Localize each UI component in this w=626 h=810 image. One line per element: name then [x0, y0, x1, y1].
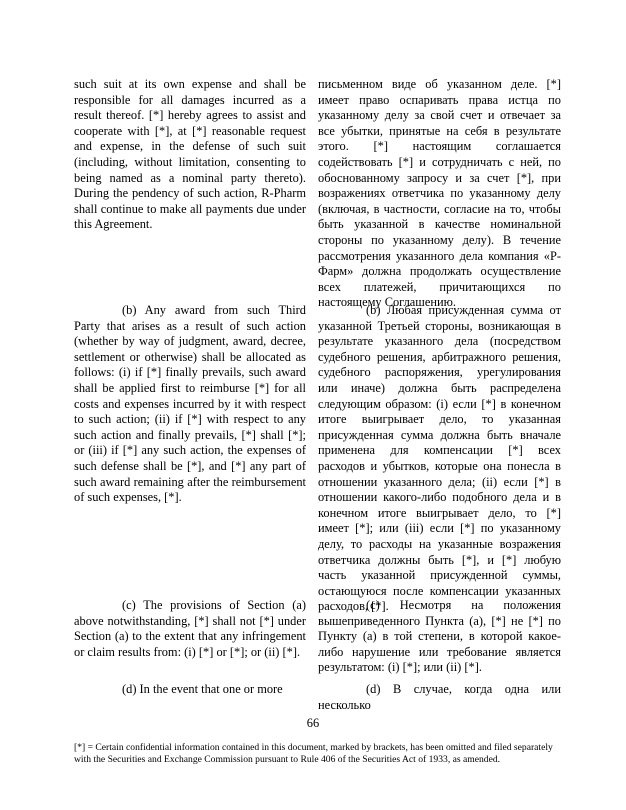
- paragraph-ru-section-b: (b) Любая присужденная сумма от указанной Третьей стороны, возникающая в результате указанного дела (посредством судебного решения, арбитражного решения, судебного распоряжения, урегулирования или иначе) должна быть распределена следующим образом: (i) если [*] в конечном итоге выигрывает дело, то указанная присужденная сумма должна быть вначале применена для компенсации [*] всех расходов и убытков, которые она понесла в отношении указанного дела; (ii) если [*] в отношении какого-либо подобного дела и в конечном итоге выигрывает дело, то [*] имеет [*]; или (iii) если [*] по указанному делу, то расходы на указанные возражения ответчика должны быть [*], и [*] любую часть указанной присужденной суммы, остающуюся после компенсации указанных расходов, [*].: [318, 303, 561, 614]
- paragraph-ru-continuation: письменном виде об указанном деле. [*] имеет право оспаривать права истца по указанному делу за свой счет и отвечает за все убытки, принятые на себя в результате этого. [*] настоящим соглашается содействовать [*] и сотрудничать с ней, по обоснованному запросу и за счет [*], при возражениях ответчика по указанному делу (включая, в частности, согласие на то, чтобы быть указанной в качестве номинальной стороны по указанному делу). В течение рассмотрения указанного дела компания «Р-Фарм» должна продолжать осуществление всех платежей, причитающихся по настоящему Соглашению.: [318, 77, 561, 310]
- footnote: [*] = Certain confidential information contained in this document, marked by brackets, has been omitted and filed separately with the Securities and Exchange Commission pursuant to Rule 406 of the Securities Act of 1933, as amended.: [74, 742, 553, 765]
- paragraph-en-section-b: (b) Any award from such Third Party that arises as a result of such action (whether by way of judgment, award, decree, settlement or otherwise) shall be allocated as follows: (i) if [*] finally prevails, such award shall be applied first to reimburse [*] for all costs and expenses incurred by it with respect to such action; (ii) if [*] with respect to any such action and finally prevails, [*] shall [*]; or (iii) if [*] any such action, the expenses of such defense shall be [*], and [*] any part of such award remaining after the reimbursement of such expenses, [*].: [74, 303, 306, 505]
- paragraph-en-continuation: such suit at its own expense and shall be responsible for all damages incurred as a result thereof. [*] hereby agrees to assist and cooperate with [*], at [*] reasonable request and expense, in the defense of such suit (including, without limitation, consenting to being named as a nominal party thereto). During the pendency of such action, R-Pharm shall continue to make all payments due under this Agreement.: [74, 77, 306, 232]
- paragraph-en-section-c: (c) The provisions of Section (a) above notwithstanding, [*] shall not [*] under Section (a) to the extent that any infringement or claim results from: (i) [*] or [*]; or (ii) [*].: [74, 598, 306, 659]
- page-number: 66: [306, 716, 320, 730]
- paragraph-ru-section-d: (d) В случае, когда одна или несколько: [318, 682, 561, 712]
- paragraph-en-section-d: (d) In the event that one or more: [122, 682, 283, 696]
- paragraph-ru-section-c: (c) Несмотря на положения вышеприведенного Пункта (а), [*] не [*] по Пункту (а) в той степени, в которой какое-либо нарушение или требование является результатом: (i) [*]; или (ii) [*].: [318, 598, 561, 675]
